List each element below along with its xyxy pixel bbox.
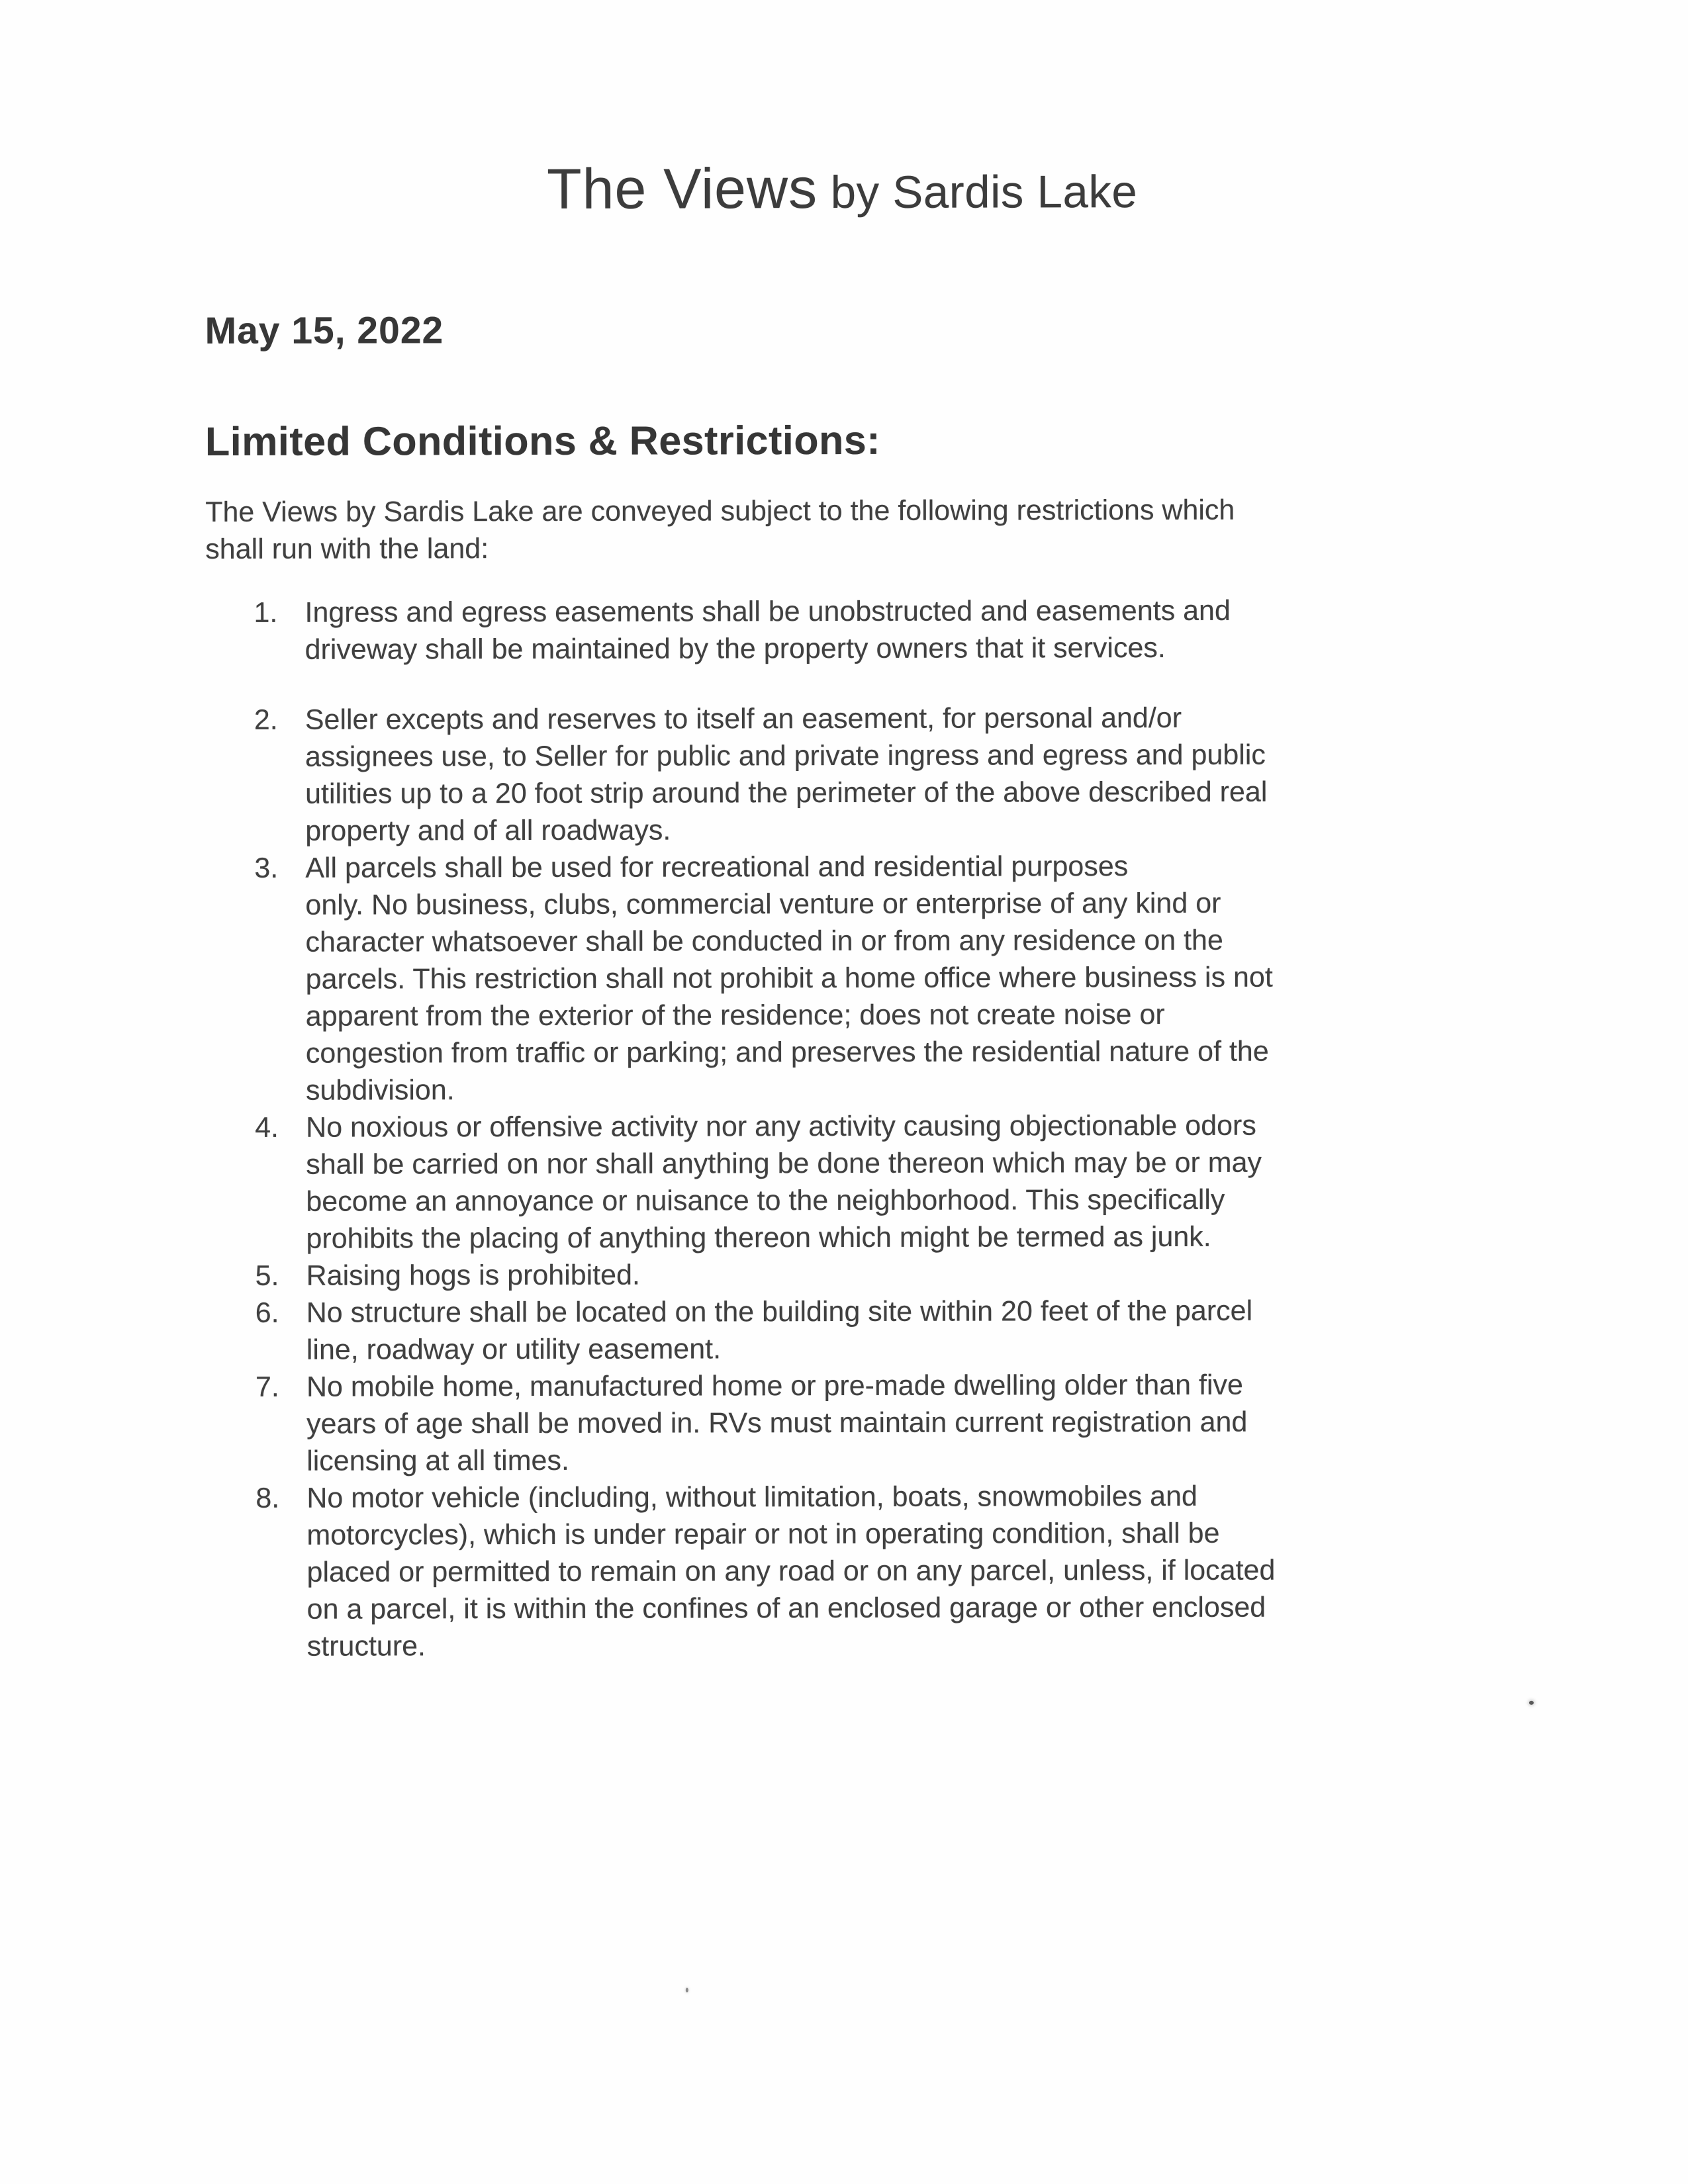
document-title	[0, 157, 1686, 221]
restriction-number: 7.	[255, 1371, 279, 1403]
restriction-text: No mobile home, manufactured home or pre-made dwelling older than five years of age shall be moved in. RVs must maintain current registration and licensing at all times.	[306, 1369, 1248, 1477]
title-subtitle: by Sardis Lake	[817, 166, 1138, 218]
restriction-number: 2.	[254, 704, 278, 736]
section-heading: Limited Conditions & Restrictions:	[205, 417, 881, 465]
intro-paragraph: The Views by Sardis Lake are conveyed subject to the following restrictions which shall run with the land:	[205, 494, 1235, 566]
restriction-text: No motor vehicle (including, without limitation, boats, snowmobiles and motorcycles), which is under repair or not in operating condition, shall be placed or permitted to remain on any road or on any parcel, unless, if located on a parcel, it is within the confines of an enclosed garage or other enclosed structure.	[306, 1480, 1276, 1662]
restriction-number: 5.	[255, 1259, 279, 1292]
restriction-text: Seller excepts and reserves to itself an easement, for personal and/or assignees use, to Seller for public and private ingress and egress and public utilities up to a 20 foot strip around the perimeter of the above described real property and of all roadways.	[305, 702, 1268, 847]
scan-speck	[686, 1987, 688, 1992]
restriction-item	[255, 1107, 1566, 1257]
restriction-item	[256, 1366, 1566, 1480]
restriction-text: No structure shall be located on the building site within 20 feet of the parcel line, roadway or utility easement.	[306, 1295, 1253, 1366]
restriction-number: 3.	[254, 852, 279, 884]
restrictions-list	[254, 592, 1566, 1665]
restriction-number: 8.	[256, 1482, 280, 1514]
restriction-item	[256, 1477, 1567, 1665]
restriction-text: Ingress and egress easements shall be unobstructed and easements and driveway shall be maintained by the property owners that it services.	[305, 594, 1231, 666]
restriction-item	[256, 1255, 1566, 1295]
restriction-text: No noxious or offensive activity nor any activity causing objectionable odors shall be carried on nor shall anything be done thereon which may be or may become an annoyance or nuisance to the neighborhood. This specifically prohibits the placing of anything thereon which might be termed as junk.	[306, 1109, 1262, 1255]
restriction-item	[254, 699, 1565, 850]
restriction-text: All parcels shall be used for recreational and residential purposes only. No business, clubs, commercial venture or enterprise of any kind or character whatsoever shall be conducted in or from any residence on the parcels. This restriction shall not prohibit a home office where business is not apparent from the exterior of the residence; does not create noise or congestion from traffic or parking; and preserves the residential nature of the subdivision.	[305, 850, 1273, 1107]
document-date: May 15, 2022	[205, 309, 444, 353]
restriction-number: 4.	[255, 1111, 279, 1144]
restriction-text: Raising hogs is prohibited.	[306, 1259, 640, 1292]
scan-speck	[1529, 1701, 1534, 1705]
restriction-item	[254, 592, 1564, 668]
restriction-number: 1.	[254, 596, 278, 629]
restriction-item	[256, 1292, 1566, 1369]
restriction-item	[254, 847, 1566, 1109]
title-main: The Views	[547, 157, 818, 221]
restriction-number: 6.	[255, 1297, 279, 1329]
